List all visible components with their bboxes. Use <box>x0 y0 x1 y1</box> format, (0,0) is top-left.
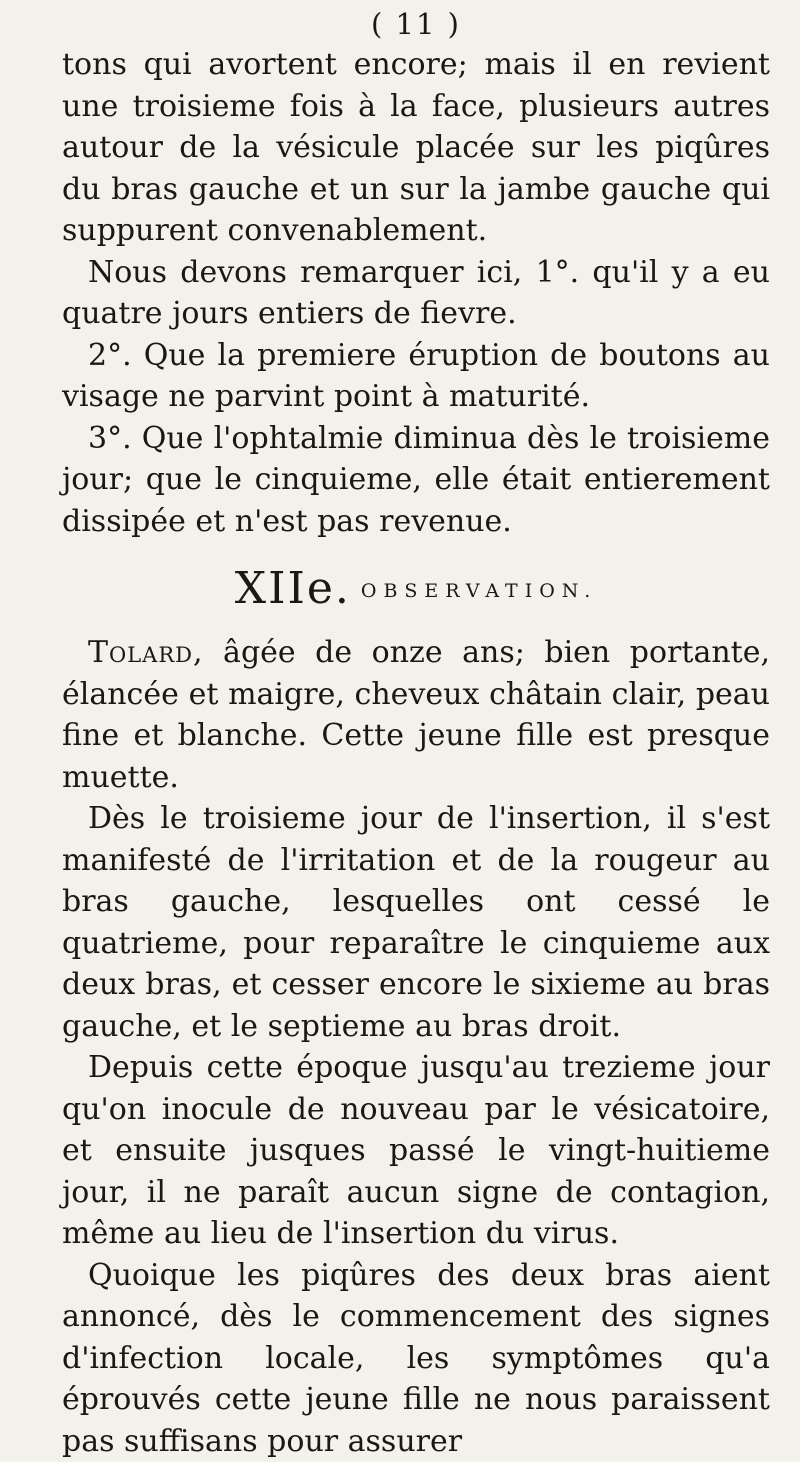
observation-heading <box>62 560 770 618</box>
book-page <box>62 4 770 1424</box>
observation-lead-paragraph <box>62 632 770 798</box>
patient-name: Tolard, <box>88 635 204 670</box>
observation-label: OBSERVATION. <box>361 580 597 602</box>
observation-number: XIIe. <box>235 563 351 614</box>
paragraph-symptoms: Quoique les piqûres des deux bras aient annoncé, dès le commencement des signes d'infection locale, les symptômes qu'a éprouvés cette jeune fille ne nous paraissent pas suffisans pour assurer <box>62 1255 770 1462</box>
paragraph-remark-2: 2°. Que la premiere éruption de boutons au visage ne parvint point à maturité. <box>62 335 770 418</box>
paragraph-contagion: Depuis cette époque jusqu'au trezieme jour qu'on inocule de nouveau par le vésicatoire, et ensuite jusques passé le vingt-huitieme jour, il ne paraît aucun signe de contagion, même au lieu de l'insertion du virus. <box>62 1047 770 1255</box>
paragraph-irritation: Dès le troisieme jour de l'insertion, il s'est manifesté de l'irritation et de la rougeur au bras gauche, lesquelles ont cessé le quatrieme, pour reparaître le cinquieme aux deux bras, et cesser encore le sixieme au bras gauche, et le septieme au bras droit. <box>62 798 770 1047</box>
continued-paragraph: tons qui avortent encore; mais il en revient une troisieme fois à la face, plusieurs autres autour de la vésicule placée sur les piqûres du bras gauche et un sur la jambe gauche qui suppurent convenablement. <box>62 44 770 252</box>
paragraph-remark-3: 3°. Que l'ophtalmie diminua dès le troisieme jour; que le cinquieme, elle était entierement dissipée et n'est pas revenue. <box>62 418 770 543</box>
page-number: ( 11 ) <box>62 4 770 44</box>
patient-description: âgée de onze ans; bien portante, élancée et maigre, cheveux châtain clair, peau fine et blanche. Cette jeune fille est presque muette. <box>62 635 770 795</box>
paragraph-remark-intro: Nous devons remarquer ici, 1°. qu'il y a eu quatre jours entiers de fievre. <box>62 252 770 335</box>
